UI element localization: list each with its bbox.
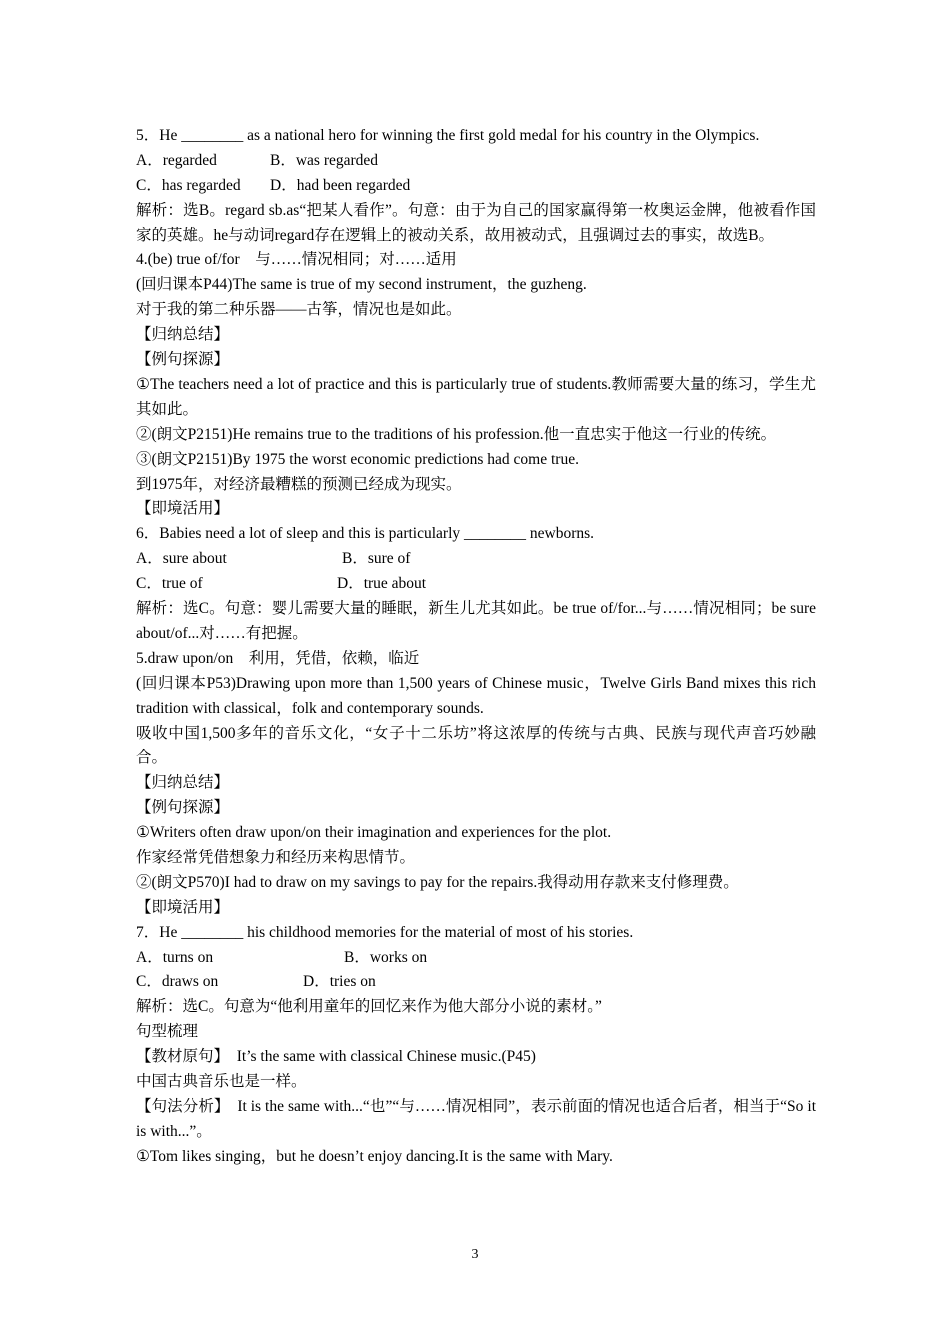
q5-analysis: 解析：选B。regard sb.as“把某人看作”。句意：由于为自己的国家赢得第一枚奥运金牌，他被看作国家的英雄。he与动词regard存在逻辑上的被动关系，故用被动式，且强调过去的事实，故选B。 [136,201,816,244]
item4-source: (回归课本P44)The same is true of my second instrument，the guzheng. [136,276,587,294]
item4-examples-label: 【例句探源】 [136,351,230,369]
item5-heading: 5.draw upon/on 利用，凭借，依赖，临近 [136,649,420,667]
q5-options-cd [136,174,816,199]
pattern-heading: 句型梳理 [136,1023,199,1041]
q6-options-cd [136,572,816,597]
pattern-example-1: ①Tom likes singing，but he doesn’t enjoy dancing.It is the same with Mary. [136,1147,613,1165]
q6-analysis: 解析：选C。句意：婴儿需要大量的睡眠，新生儿尤其如此。be true of/for...与……情况相同；be sure about/of...对……有把握。 [136,600,816,642]
item5-source: (回归课本P53)Drawing upon more than 1,500 years of Chinese music，Twelve Girls Band mixes this rich tradition with classical，folk and contemporary sounds. [136,674,816,717]
item4-example-1: ①The teachers need a lot of practice and this is particularly true of students.教师需要大量的练习，学生尤其如此。 [136,375,816,418]
q6-option-b: B．sure of [342,550,411,568]
q7-option-b: B．works on [344,948,428,966]
q5-option-a: A．regarded [136,151,217,169]
q5-option-d: D．had been regarded [270,176,411,194]
pattern-original-translation: 中国古典音乐也是一样。 [136,1073,307,1091]
q6-option-d: D．true about [337,575,427,593]
item4-summary-label: 【归纳总结】 [136,326,230,344]
item4-example-2: ②(朗文P2151)He remains true to the traditions of his profession.他一直忠实于他这一行业的传统。 [136,425,777,443]
item5-example-1: ①Writers often draw upon/on their imagination and experiences for the plot. [136,824,612,842]
item4-example-3-translation: 到1975年，对经济最糟糕的预测已经成为现实。 [136,475,462,493]
q5-stem: 5．He ________ as a national hero for winning the first gold medal for his country in the Olympics. [136,127,760,144]
item5-example-2: ②(朗文P570)I had to draw on my savings to pay for the repairs.我得动用存款来支付修理费。 [136,873,739,891]
q5-option-c: C．has regarded [136,176,241,194]
pattern-syntax-analysis: 【句法分析】 It is the same with...“也”“与……情况相同”，表示前面的情况也适合后者，相当于“So it is with...”。 [136,1097,816,1140]
item5-example-1-translation: 作家经常凭借想象力和经历来构思情节。 [136,849,416,866]
q7-options-cd [136,970,816,995]
item4-example-3: ③(朗文P2151)By 1975 the worst economic predictions had come true. [136,450,579,468]
q5-option-b: B．was regarded [270,151,379,169]
item5-examples-label: 【例句探源】 [136,799,230,817]
q7-analysis: 解析：选C。句意为“他利用童年的回忆来作为他大部分小说的素材。” [136,998,602,1016]
page-content [136,124,816,1170]
item5-summary-label: 【归纳总结】 [136,774,230,792]
item4-practice-label: 【即境活用】 [136,500,230,518]
q6-option-c: C．true of [136,575,203,593]
item4-source-translation: 对于我的第二种乐器——古筝，情况也是如此。 [136,301,462,319]
q5-options-ab [136,149,816,174]
item5-source-translation: 吸收中国1,500多年的音乐文化，“女子十二乐坊”将这浓厚的传统与古典、民族与现代声音巧妙融合。 [136,724,816,767]
q6-option-a: A．sure about [136,550,227,568]
q7-stem: 7．He ________ his childhood memories for the material of most of his stories. [136,923,634,941]
q6-options-ab [136,547,816,572]
q6-stem: 6．Babies need a lot of sleep and this is particularly ________ newborns. [136,525,595,543]
page-number: 3 [471,1247,479,1262]
item4-heading: 4.(be) true of/for 与……情况相同；对……适用 [136,251,457,269]
pattern-original-sentence: 【教材原句】 It’s the same with classical Chinese music.(P45) [136,1048,536,1066]
q7-option-a: A．turns on [136,948,214,966]
q7-options-ab [136,946,816,971]
q7-option-d: D．tries on [303,973,376,991]
item5-practice-label: 【即境活用】 [136,898,230,916]
q7-option-c: C．draws on [136,973,219,991]
